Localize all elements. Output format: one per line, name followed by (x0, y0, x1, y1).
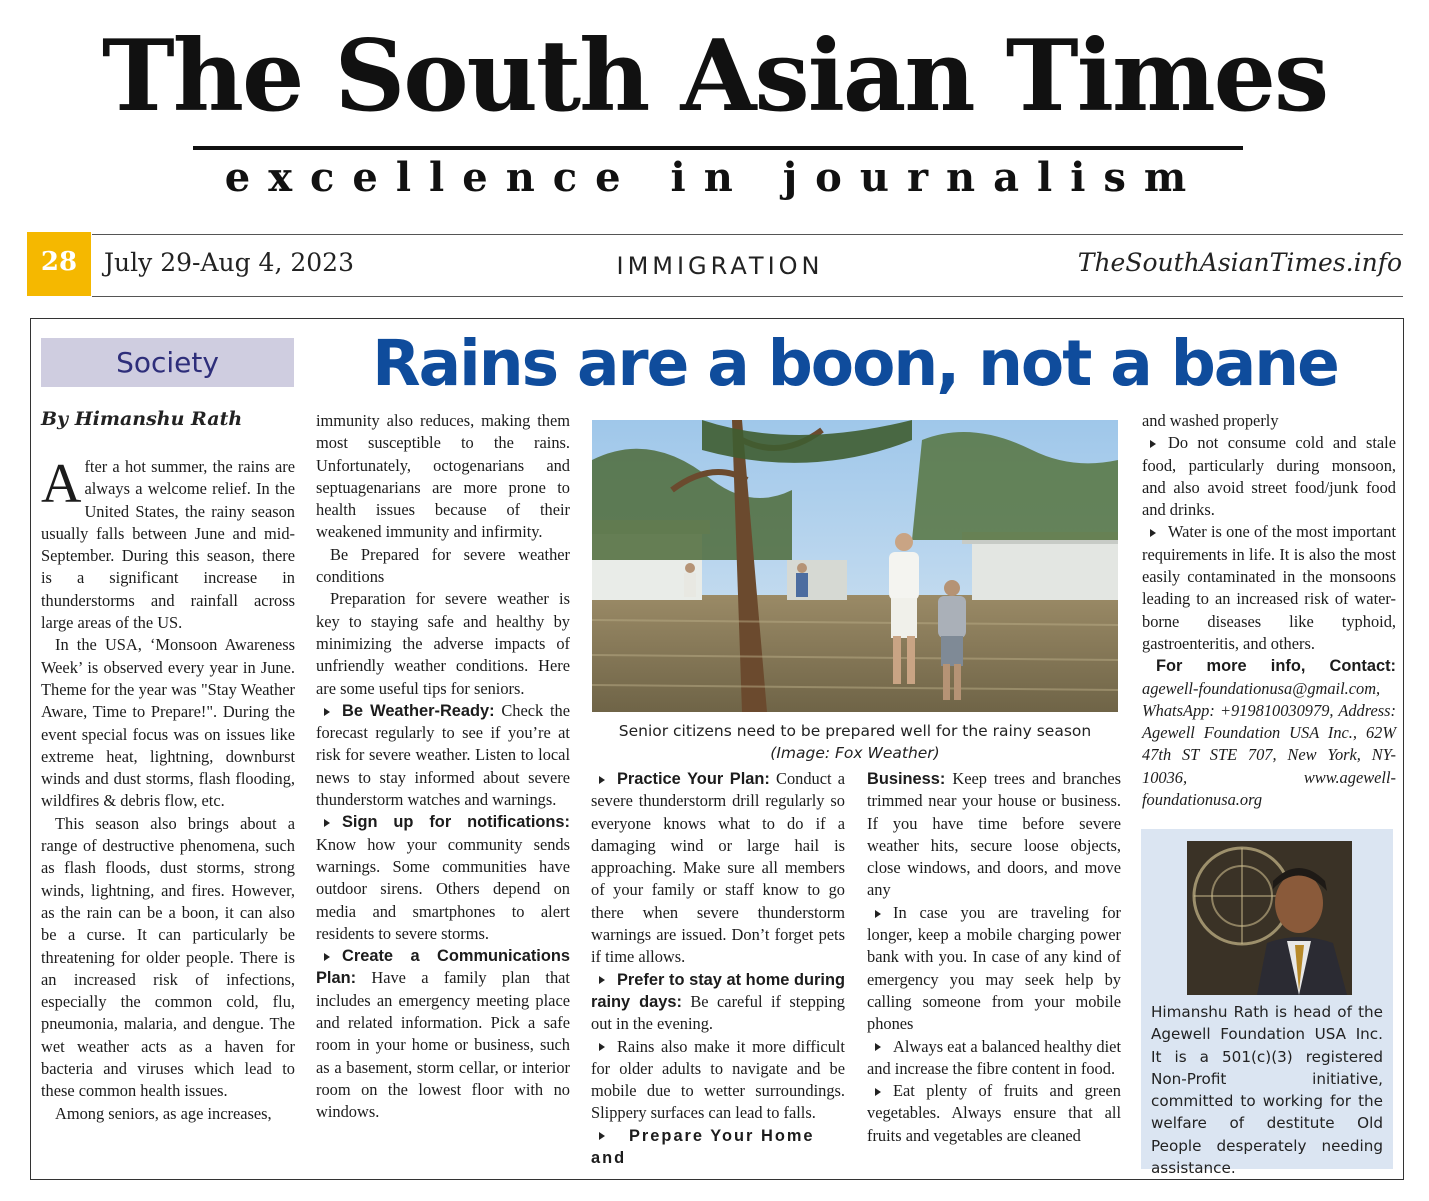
category-tag (41, 338, 294, 387)
folio-bottom-rule (92, 296, 1403, 297)
tip-item (1142, 432, 1396, 521)
paragraph: This season also brings about a range of destructive phenomena, such as flash floods, dust storms, strong winds, lightning, and fires. However, as the rain can be a boon, it can also be a curse. It can particularly be threatening for older people. There is an increased risk of infections, especially the common cold, flu, pneumonia, malaria, and dengue. The wet weather acts as a haven for bacteria and viruses which lead to these common health issues. (41, 813, 295, 1101)
article-column-4 (867, 768, 1121, 1147)
tip-text: Keep trees and branches trimmed near your house or business. If you have time before severe weather hits, secure loose objects, close windows, and doors, and move any (867, 769, 1121, 900)
tip-text: Always eat a balanced healthy diet and increase the fibre content in food. (867, 1036, 1122, 1078)
author-portrait (1187, 841, 1352, 995)
bullet-triangle-icon (599, 1043, 605, 1051)
bullet-triangle-icon (875, 1043, 881, 1051)
tip-item (316, 811, 570, 945)
flooded-street-photo (592, 420, 1118, 712)
masthead-title: The South Asian Times (101, 19, 1328, 134)
article-column-3 (591, 768, 845, 1169)
subheading: Be Prepared for severe weather conditions (316, 544, 570, 587)
tip-text: Be careful if stepping out in the evening. (591, 991, 845, 1034)
section-name: IMMIGRATION (616, 252, 824, 280)
article-column-1 (41, 453, 295, 1125)
contact-details[interactable]: agewell-foundationusa@gmail.com, WhatsApp: +919810030979, Address: Agewell Foundation USA Inc., 62W 47th ST STE 707, New York, NY-10036, www.agewell-foundationusa.org (1142, 678, 1396, 810)
photo-caption (592, 720, 1118, 764)
tip-text: Rains also make it more difficult for older adults to navigate and be mobile due to wetter surroundings. Slippery surfaces can lead to falls. (591, 1036, 845, 1123)
tip-text: Water is one of the most important requirements in life. It is also the most easily contaminated in the monsoons leading to an increased risk of water-borne diseases like typhoid, gastroenteritis, and others. (1142, 522, 1396, 653)
bullet-triangle-icon (599, 1132, 605, 1140)
tip-text: Conduct a severe thunderstorm drill regularly so everyone knows what to do if a damaging wind or large hail is approaching. Make sure all members of your family or staff know to go there when severe thunderstorm warnings are issued. Don’t forget pets if time allows. (591, 769, 845, 967)
article-headline: Rains are a boon, not a bane (372, 327, 1338, 400)
tip-label: Prefer to stay at home during rainy days: (591, 970, 845, 1011)
website-link[interactable]: TheSouthAsianTimes.info (1077, 248, 1402, 277)
article-column-2 (316, 410, 570, 1124)
article-photo (592, 420, 1118, 712)
tip-text: Do not consume cold and stale food, particularly during monsoon, and also avoid street food/junk food and drinks. (1142, 433, 1396, 520)
drop-cap: A (41, 453, 82, 515)
tip-item (867, 1080, 1121, 1147)
page-number-badge: 28 (27, 232, 91, 296)
issue-date: July 29-Aug 4, 2023 (104, 248, 354, 277)
article-byline: By Himanshu Rath (41, 408, 243, 430)
tip-continuation (867, 768, 1121, 902)
article-column-5 (1142, 410, 1396, 811)
tip-text: Know how your community sends warnings. Some communities have outdoor sirens. Others depend on media and smartphones to alert residents to severe storms. (316, 834, 570, 943)
bullet-triangle-icon (875, 910, 881, 918)
author-bio-box (1141, 829, 1393, 1178)
author-bio-text: Himanshu Rath is head of the Agewell Foundation USA Inc. It is a 501(c)(3) registered Non-Profit initiative, committed to working for the welfare of destitute Old People desperately needing assistance. (1151, 1003, 1383, 1178)
tip-item (867, 902, 1121, 1036)
bullet-triangle-icon (1150, 529, 1156, 537)
folio-top-rule (92, 234, 1403, 235)
bullet-triangle-icon (1150, 440, 1156, 448)
tip-label: Be Weather-Ready: (342, 701, 495, 720)
tip-text: Eat plenty of fruits and green vegetables. Always ensure that all fruits and vegetables are cleaned (867, 1081, 1121, 1145)
contact-info (1142, 655, 1396, 811)
tip-label: Sign up for notifications: (342, 813, 570, 832)
paragraph: In the USA, ‘Monsoon Awareness Week’ is observed every year in June. Theme for the year was "Stay Weather Aware, Time to Prepare!". During the event special focus was on issues like extreme heat, lightning, downburst winds and dust storms, flash flooding, wildfires & debris flow, etc. (41, 635, 295, 811)
tip-item (591, 969, 845, 1036)
tip-item (591, 1036, 845, 1125)
category-label: Society (116, 346, 219, 379)
bullet-triangle-icon (875, 1088, 881, 1096)
tip-item (316, 945, 570, 1123)
masthead-tagline: excellence in journalism (224, 154, 1205, 201)
tip-label: Practice Your Plan: (617, 770, 770, 788)
paragraph: Preparation for severe weather is key to staying safe and healthy by minimizing the adverse impacts of unfriendly weather conditions. Here are some useful tips for seniors. (316, 589, 570, 698)
bullet-triangle-icon (324, 953, 330, 961)
paragraph-text: fter a hot summer, the rains are always a welcome relief. In the United States, the rainy season usually falls between June and mid-September. During this season, there is a significant increase in thunderstorms and rainfall across large areas of the US. (41, 457, 295, 633)
tip-item (591, 768, 845, 969)
author-photo (1187, 841, 1352, 995)
photo-credit: (Image: Fox Weather) (770, 744, 940, 762)
bullet-triangle-icon (599, 976, 605, 984)
bullet-triangle-icon (599, 776, 605, 784)
bullet-triangle-icon (324, 708, 330, 716)
bullet-triangle-icon (324, 819, 330, 827)
paragraph: Among seniors, as age increases, (55, 1103, 272, 1123)
contact-label: For more info, Contact: (1156, 657, 1396, 676)
tip-item (591, 1125, 845, 1170)
tip-item (316, 700, 570, 811)
tip-text: Have a family plan that includes an emergency meeting place and related information. Pick a safe room in your home or business, such as a basement, storm cellar, or interior room on the lowest floor with no windows. (316, 968, 570, 1122)
tip-item (867, 1036, 1121, 1081)
paragraph (41, 453, 295, 634)
paragraph: immunity also reduces, making them most susceptible to the rains. Unfortunately, octogenarians and septuagenarians are more prone to health issues because of their weakened immunity and infirmity. (316, 411, 570, 542)
caption-text: Senior citizens need to be prepared well for the rainy season (618, 722, 1092, 740)
paragraph: and washed properly (1142, 411, 1279, 430)
tip-label: Prepare Your Home and (591, 1126, 815, 1168)
tip-item (1142, 521, 1396, 655)
masthead-rule (193, 146, 1243, 150)
tip-label: Create a Communications Plan: (316, 947, 570, 988)
tip-text: Check the forecast regularly to see if you’re at risk for severe weather. Listen to local news to stay informed about severe thunderstorm watches and warnings. (316, 700, 570, 810)
tip-text: In case you are traveling for longer, keep a mobile charging power bank with you. In case of any kind of emergency you may seek help by calling someone from your mobile phones (867, 902, 1121, 1034)
tip-label: Business: (867, 770, 946, 788)
